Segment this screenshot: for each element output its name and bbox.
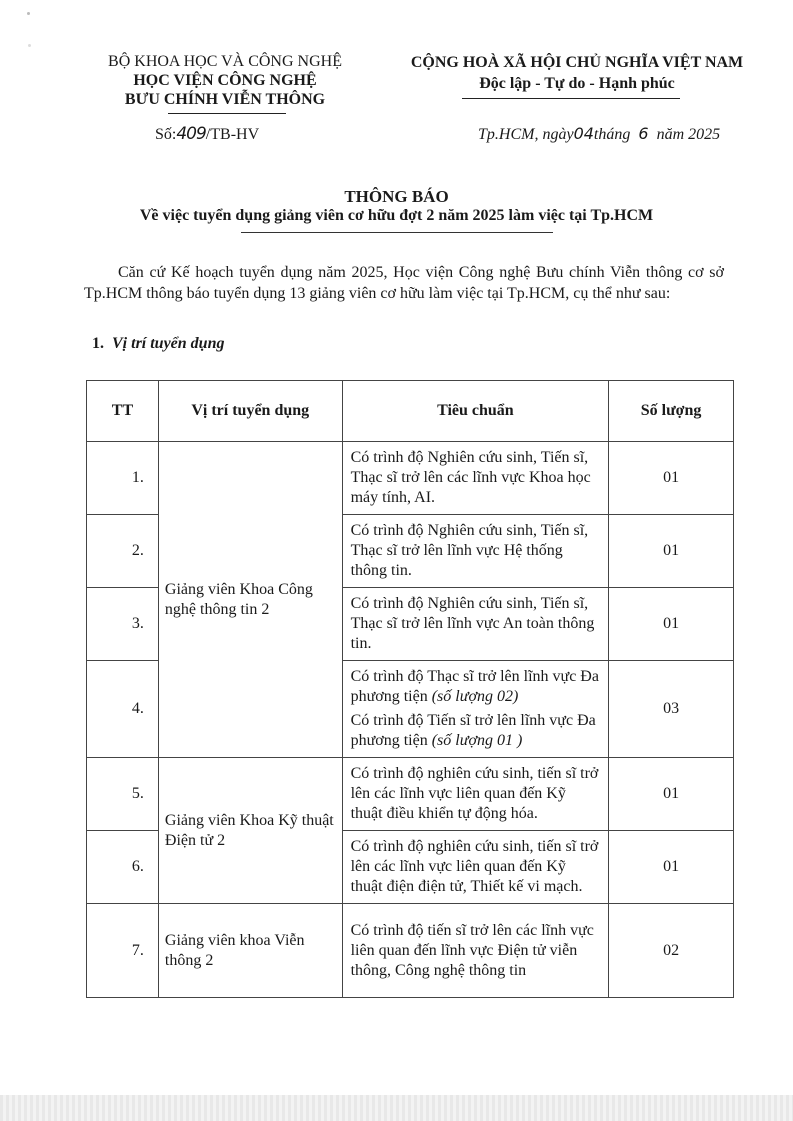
quantity-note: (số lượng 02): [431, 688, 519, 705]
intro-paragraph: Căn cứ Kế hoạch tuyển dụng năm 2025, Học viện Công nghệ Bưu chính Viễn thông cơ sở Tp.HCM thông báo tuyển dụng 13 giảng viên cơ hữu làm việc tại Tp.HCM, cụ thể như sau:: [84, 264, 724, 302]
quantity-cell: 01: [609, 758, 734, 831]
document-subtitle: Về việc tuyển dụng giảng viên cơ hữu đợt 2 năm 2025 làm việc tại Tp.HCM: [139, 207, 654, 224]
national-motto: Độc lập - Tự do - Hạnh phúc: [479, 75, 675, 92]
scan-speck: [27, 12, 30, 15]
standard-cell: Có trình độ nghiên cứu sinh, tiến sĩ trở lên các lĩnh vực liên quan đến Kỹ thuật điều khiển tự động hóa.: [342, 758, 609, 831]
header-tt: TT: [87, 381, 159, 442]
position-cell: Giảng viên Khoa Công nghệ thông tin 2: [158, 442, 342, 758]
positions-table: [86, 380, 734, 998]
row-number: 7.: [87, 904, 159, 998]
quantity-cell: 03: [609, 661, 734, 758]
quantity-note: (số lượng 01 ): [431, 732, 523, 749]
row-number: 4.: [87, 661, 159, 758]
standard-part-a: Có trình độ Thạc sĩ trở lên lĩnh vực Đa phương tiện (số lượng 02): [350, 668, 599, 705]
quantity-cell: 01: [609, 831, 734, 904]
standard-cell: [342, 661, 609, 758]
document-title: THÔNG BÁO: [344, 187, 449, 206]
quantity-cell: 02: [609, 904, 734, 998]
document-number: Số:409/TB-HV: [155, 124, 260, 144]
table-row: [87, 758, 734, 831]
handwritten-number: 409: [176, 124, 206, 144]
scan-artifact-strip: [0, 1095, 793, 1121]
handwritten-month: 6: [638, 124, 649, 143]
table-header-row: [87, 381, 734, 442]
standard-cell: Có trình độ Nghiên cứu sinh, Tiến sĩ, Thạc sĩ trở lên lĩnh vực Hệ thống thông tin.: [342, 515, 609, 588]
row-number: 2.: [87, 515, 159, 588]
motto-underline: [462, 98, 680, 99]
header-standard: Tiêu chuẩn: [342, 381, 609, 442]
row-number: 5.: [87, 758, 159, 831]
row-number: 3.: [87, 588, 159, 661]
subtitle-underline: [241, 232, 553, 233]
row-number: 1.: [87, 442, 159, 515]
country-name: CỘNG HOÀ XÃ HỘI CHỦ NGHĨA VIỆT NAM: [410, 54, 744, 71]
row-number: 6.: [87, 831, 159, 904]
quantity-cell: 01: [609, 588, 734, 661]
table-row: [87, 904, 734, 998]
quantity-cell: 01: [609, 515, 734, 588]
handwritten-day: 04: [573, 124, 594, 143]
issuer-header: [70, 52, 380, 109]
institute-name-line1: HỌC VIỆN CÔNG NGHỆ: [133, 72, 317, 89]
standard-part-b: Có trình độ Tiến sĩ trở lên lĩnh vực Đa phương tiện (số lượng 01 ): [350, 712, 596, 749]
standard-cell: Có trình độ Nghiên cứu sinh, Tiến sĩ, Thạc sĩ trở lên các lĩnh vực Khoa học máy tính, AI.: [342, 442, 609, 515]
table-row: [87, 442, 734, 515]
issuer-underline: [168, 113, 286, 114]
header-quantity: Số lượng: [609, 381, 734, 442]
national-header: [392, 52, 762, 94]
standard-cell: Có trình độ nghiên cứu sinh, tiến sĩ trở lên các lĩnh vực liên quan đến Kỹ thuật điện điện tử, Thiết kế vi mạch.: [342, 831, 609, 904]
quantity-cell: 01: [609, 442, 734, 515]
issue-date: Tp.HCM, ngày04tháng 6 năm 2025: [478, 124, 721, 143]
institute-name-line2: BƯU CHÍNH VIỄN THÔNG: [124, 91, 326, 108]
standard-cell: Có trình độ Nghiên cứu sinh, Tiến sĩ, Thạc sĩ trở lên lĩnh vực An toàn thông tin.: [342, 588, 609, 661]
header-position: Vị trí tuyển dụng: [158, 381, 342, 442]
position-cell: Giảng viên Khoa Kỹ thuật Điện tử 2: [158, 758, 342, 904]
standard-cell: Có trình độ tiến sĩ trở lên các lĩnh vực liên quan đến lĩnh vực Điện tử viễn thông, Công nghệ thông tin: [342, 904, 609, 998]
position-cell: Giảng viên khoa Viễn thông 2: [158, 904, 342, 998]
scan-speck: [28, 44, 31, 47]
section-heading: 1. Vị trí tuyển dụng: [92, 335, 225, 352]
ministry-name: BỘ KHOA HỌC VÀ CÔNG NGHỆ: [108, 53, 342, 70]
